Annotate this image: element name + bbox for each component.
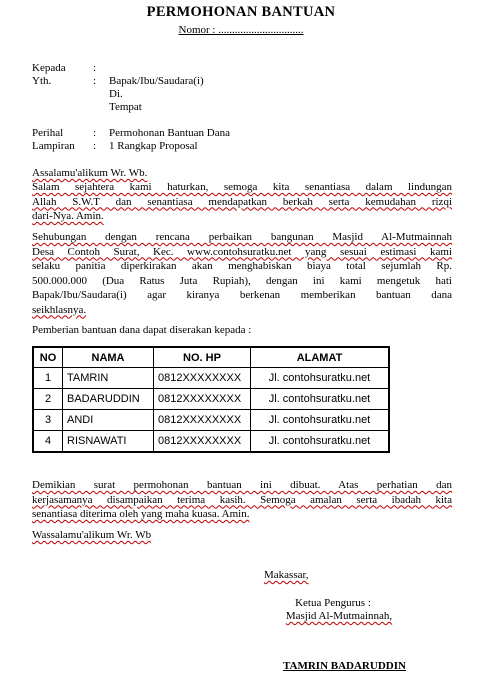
paragraph-line: 500.000.000 (Dua Ratus Juta Rupiah), dengan ini kami mengetuk hati [32,274,452,287]
table-header-row [33,347,389,368]
place-text: Makassar, [264,569,309,581]
attachment-label: Lampiran [32,140,75,152]
paragraph-line: selaku panitia diperkirakan akan menghabiskan biaya total sejumlah Rp. [32,260,452,272]
yth-colon: : [93,75,97,87]
recipient-label: Kepada [32,62,66,74]
table-cell: 0812XXXXXXXX [154,368,251,389]
table-cell: Jl. contohsuratku.net [251,431,390,453]
table-cell: ANDI [63,410,154,431]
paragraph-closing [32,478,452,522]
greeting-text: Assalamu'alikum Wr. Wb. [32,167,148,179]
table-cell: Jl. contohsuratku.net [251,368,390,389]
yth-label: Yth. [32,75,52,87]
paragraph-purpose [32,230,452,317]
subject-value: Permohonan Bantuan Dana [109,127,230,139]
document-title: PERMOHONAN BANTUAN [146,4,336,20]
subject-label: Perihal [32,127,64,139]
paragraph-line: Demikian surat permohonan bantuan ini dibuat. Atas perhatian dan [32,479,452,491]
paragraph-line: kerjasamanya disampaikan terima kasih. Semoga amalan serta ibadah kita [32,493,452,506]
paragraph-line: seikhlasnya. [32,303,87,316]
signer-role: Ketua Pengurus : [295,597,371,609]
address-line: Tempat [109,101,142,113]
table-row [33,410,389,431]
signer-name: TAMRIN BADARUDDIN [283,660,406,672]
recipient-colon: : [93,62,97,74]
table-cell: 4 [33,431,63,453]
table-cell: 3 [33,410,63,431]
table-row [33,431,389,453]
attachment-value: 1 Rangkap Proposal [109,140,198,152]
table-cell: Jl. contohsuratku.net [251,410,390,431]
signer-organization-text: Masjid Al-Mutmainnah, [285,610,393,622]
table-intro: Pemberian bantuan dana dapat diserakan kepada : [32,324,252,336]
paragraph-opening [32,180,452,224]
table-row [33,389,389,410]
document-number [0,24,482,36]
table-cell: 0812XXXXXXXX [154,431,251,453]
document-number-text: Nomor : ............................... [178,24,304,36]
place-date [264,569,308,581]
table-cell: 0812XXXXXXXX [154,410,251,431]
closing-salutation [32,528,452,543]
recipient-name: Bapak/Ibu/Saudara(i) [109,75,204,87]
table-cell: RISNAWATI [63,431,154,453]
column-header: NO [33,347,63,368]
paragraph-line: Allah S.W.T dan senantiasa mendapatkan berkah serta kemudahan rizqi [32,195,452,208]
table-cell: Jl. contohsuratku.net [251,389,390,410]
signer-organization [270,610,408,622]
paragraph-line: senantiasa diterima oleh yang maha kuasa. Amin. [32,508,250,520]
paragraph-line: Bapak/Ibu/Saudara(i) agar kiranya berkenan memberikan bantuan dana [32,289,452,301]
greeting [32,166,452,181]
table-row [33,368,389,389]
table-cell: TAMRIN [63,368,154,389]
paragraph-line: Desa Contoh Surat, Kec. www.contohsuratku.net yang sesuai estimasi kami [32,245,452,258]
recipients-table [32,346,390,453]
paragraph-line: dari-Nya. Amin. [32,210,104,222]
table-cell: 2 [33,389,63,410]
paragraph-line: Sehubungan dengan rencana perbaikan bangunan Masjid Al-Mutmainnah [32,231,452,243]
table-cell: BADARUDDIN [63,389,154,410]
table-cell: 1 [33,368,63,389]
paragraph-line: Salam sejahtera kami haturkan, semoga kita senantiasa dalam lindungan [32,181,452,193]
attachment-colon: : [93,140,97,152]
closing-text: Wassalamu'alikum Wr. Wb [32,529,152,541]
column-header: NAMA [63,347,154,368]
address-line: Di. [109,88,123,100]
subject-colon: : [93,127,97,139]
table-cell: 0812XXXXXXXX [154,389,251,410]
column-header: ALAMAT [251,347,390,368]
column-header: NO. HP [154,347,251,368]
